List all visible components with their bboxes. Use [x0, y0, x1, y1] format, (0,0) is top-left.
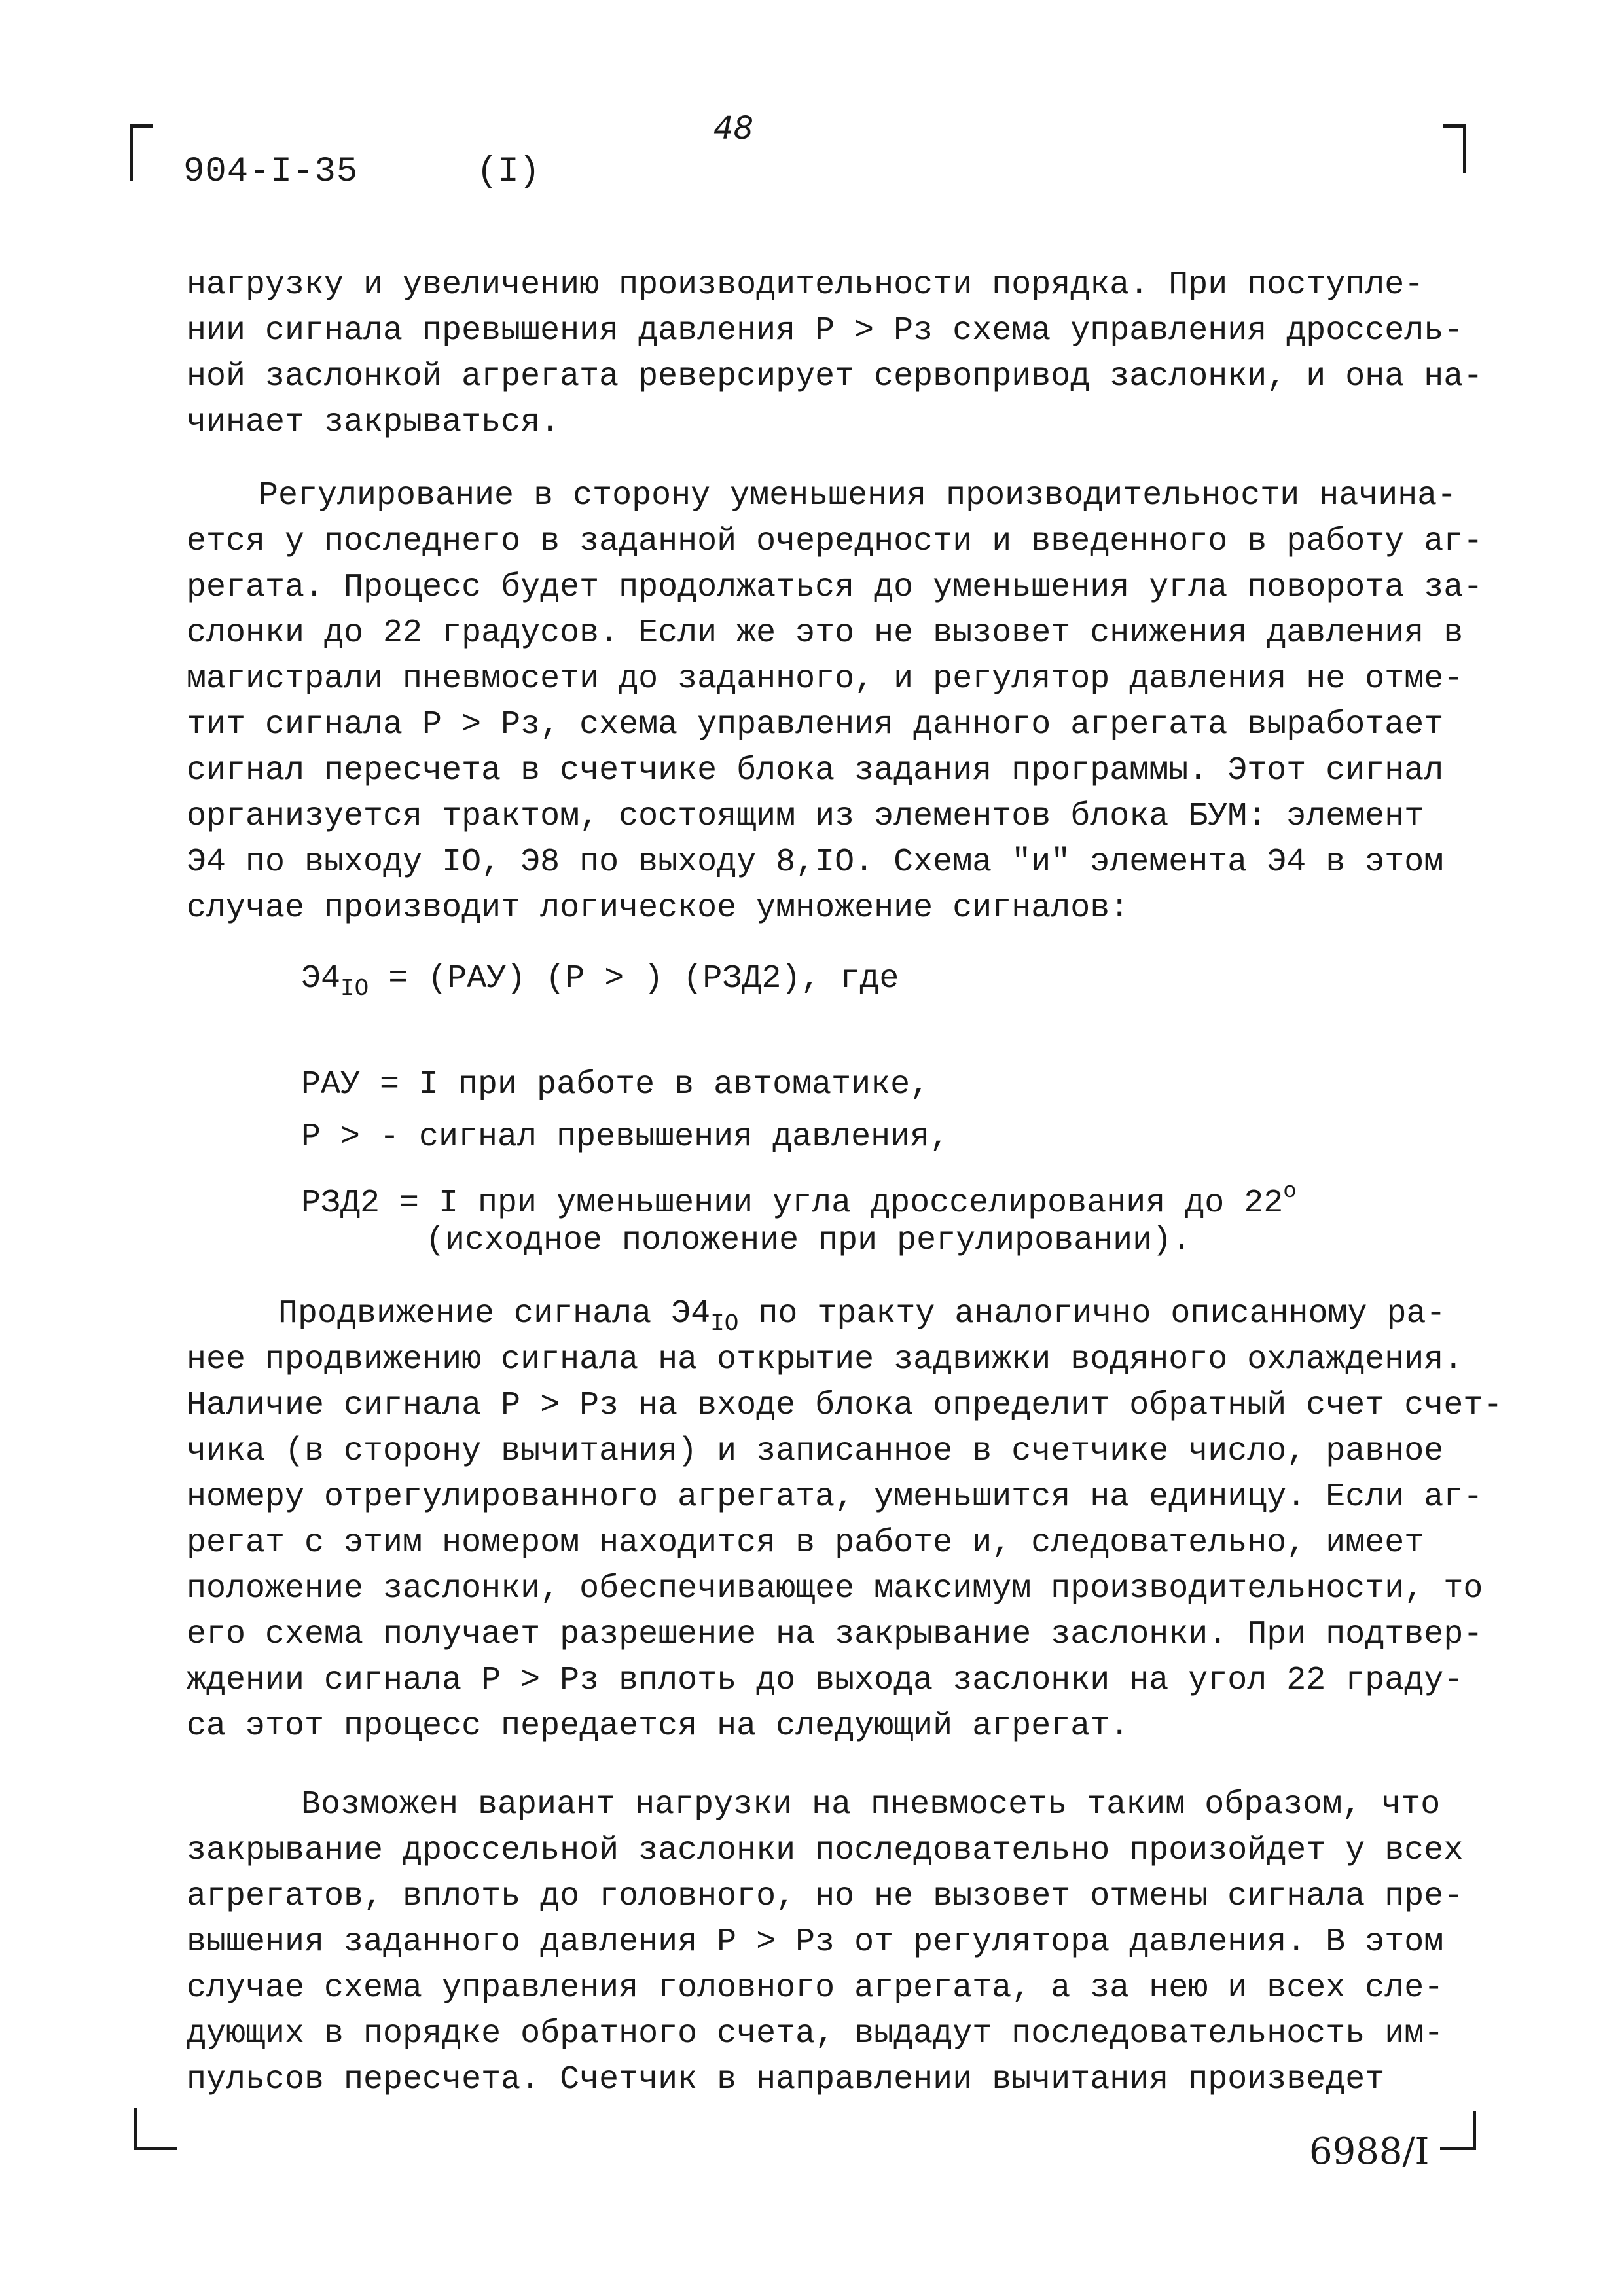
text-line: дующих в порядке обратного счета, выдадут последовательность им-	[187, 2015, 1444, 2053]
text-line: чинает закрываться.	[187, 404, 560, 441]
text-fragment: по тракту аналогично описанному ра-	[738, 1295, 1446, 1333]
text-line: чика (в сторону вычитания) и записанное в счетчике число, равное	[187, 1433, 1444, 1470]
text-line: нии сигнала превышения давления Р > Рз схема управления дроссель-	[187, 312, 1464, 350]
formula-lhs-subscript: IО	[340, 975, 369, 1002]
text-line: сигнал пересчета в счетчике блока задания программы. Этот сигнал	[187, 752, 1444, 789]
corner-mark-top-right	[1443, 124, 1466, 173]
text-line: случае производит логическое умножение сигналов:	[187, 889, 1130, 927]
corner-mark-bottom-right	[1440, 2111, 1476, 2150]
definition-rzd2-text: РЗД2 = I при уменьшении угла дросселирования до 22	[301, 1185, 1284, 1222]
text-line: нее продвижению сигнала на открытие задвижки водяного охлаждения.	[187, 1341, 1464, 1378]
text-line: тит сигнала Р > Рз, схема управления данного агрегата выработает	[187, 706, 1444, 744]
text-line: нагрузку и увеличению производительности порядка. При поступле-	[187, 266, 1424, 304]
formula-rhs: = (РАУ) (Р > ) (РЗД2), где	[388, 960, 899, 997]
text-line	[278, 1291, 1446, 1338]
text-line: ной заслонкой агрегата реверсирует сервопривод заслонки, и она на-	[187, 358, 1483, 395]
text-line: регат с этим номером находится в работе и, следовательно, имеет	[187, 1524, 1424, 1562]
formula-lhs: Э4	[301, 960, 341, 997]
text-line: ждении сигнала Р > Рз вплоть до выхода заслонки на угол 22 граду-	[187, 1662, 1464, 1699]
text-line: закрывание дроссельной заслонки последовательно произойдет у всех	[187, 1832, 1464, 1869]
definition-rzd2	[301, 1168, 1297, 1222]
text-line: организуется трактом, состоящим из элементов блока БУМ: элемент	[187, 798, 1424, 835]
text-line: вышения заданного давления Р > Рз от регулятора давления. В этом	[187, 1924, 1444, 1961]
text-line: Э4 по выходу IО, Э8 по выходу 8,IО. Схема "и" элемента Э4 в этом	[187, 844, 1444, 881]
text-line: слонки до 22 градусов. Если же это не вызовет снижения давления в	[187, 615, 1464, 652]
page-number: 48	[713, 110, 754, 147]
corner-mark-top-left	[130, 124, 153, 181]
text-line: регата. Процесс будет продолжаться до уменьшения угла поворота за-	[187, 569, 1483, 606]
document-code: 904-I-35	[183, 152, 359, 192]
inventory-number: 6988/I	[1309, 2130, 1430, 2173]
text-line: пульсов пересчета. Счетчик в направлении вычитания произведет	[187, 2061, 1385, 2098]
text-line: са этот процесс передается на следующий агрегат.	[187, 1708, 1130, 1745]
text-line: случае схема управления головного агрегата, а за нею и всех сле-	[187, 1969, 1444, 2007]
text-line: Наличие сигнала Р > Рз на входе блока определит обратный счет счет-	[187, 1387, 1503, 1424]
text-line: агрегатов, вплоть до головного, но не вызовет отмены сигнала пре-	[187, 1878, 1464, 1915]
text-line: Возможен вариант нагрузки на пневмосеть таким образом, что	[301, 1786, 1441, 1823]
definition-rzd2-continued: (исходное положение при регулировании).	[425, 1222, 1192, 1259]
text-line: магистрали пневмосети до заданного, и регулятор давления не отме-	[187, 660, 1464, 698]
text-line: положение заслонки, обеспечивающее максимум производительности, то	[187, 1570, 1483, 1607]
formula	[301, 956, 899, 1003]
definition-rau: РАУ = I при работе в автоматике,	[301, 1066, 930, 1103]
text-line: ется у последнего в заданной очередности и введенного в работу аг-	[187, 523, 1483, 560]
text-line: номеру отрегулированного агрегата, уменьшится на единицу. Если аг-	[187, 1479, 1483, 1516]
degree-mark: о	[1283, 1179, 1297, 1204]
document-part: (I)	[477, 152, 541, 192]
signal-subscript: IО	[710, 1310, 739, 1337]
corner-mark-bottom-left	[134, 2108, 177, 2150]
text-line: его схема получает разрешение на закрывание заслонки. При подтвер-	[187, 1616, 1483, 1653]
text-line: Регулирование в сторону уменьшения производительности начина-	[259, 477, 1457, 514]
text-fragment: Продвижение сигнала Э4	[278, 1295, 711, 1333]
definition-p: Р > - сигнал превышения давления,	[301, 1119, 950, 1156]
